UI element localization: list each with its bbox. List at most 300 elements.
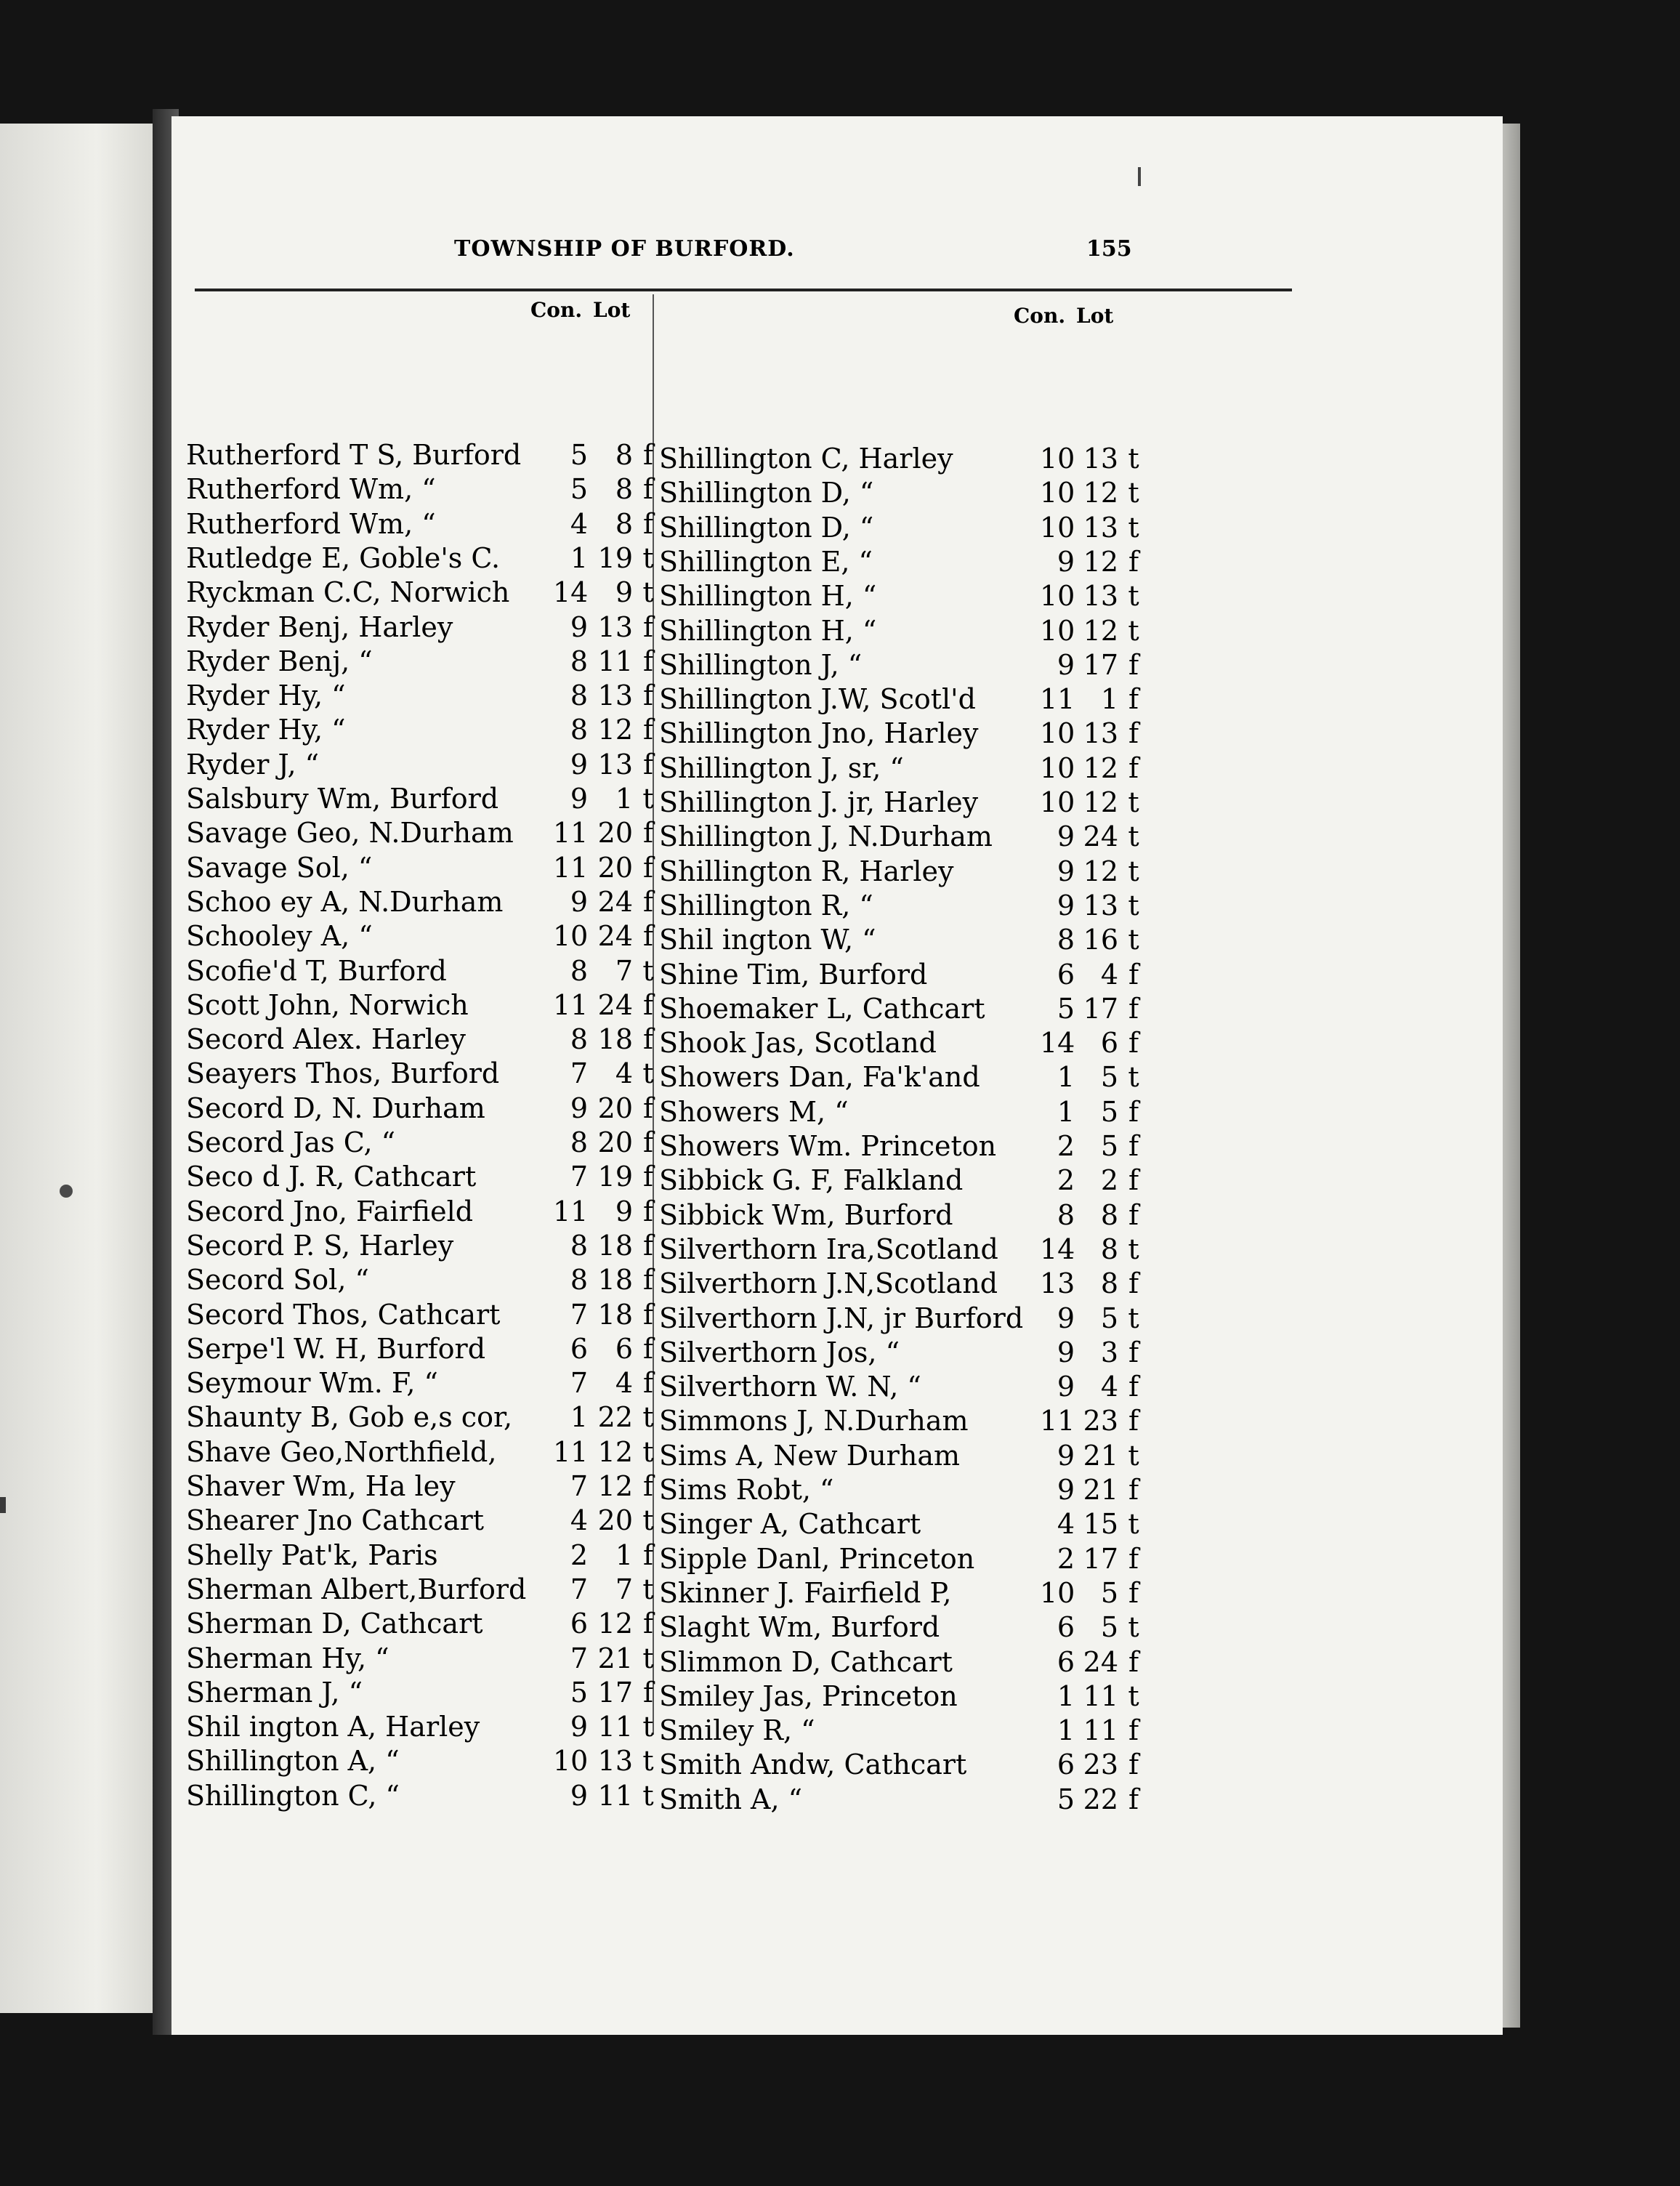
- entry-tenure: t: [1128, 1508, 1139, 1541]
- entry-lot: 6: [1100, 1027, 1118, 1060]
- entry-con: 9: [1057, 1439, 1075, 1472]
- entry-con: 8: [570, 1264, 588, 1296]
- entry-lot: 20: [597, 1126, 633, 1158]
- directory-entry: [186, 576, 663, 610]
- page-title: TOWNSHIP OF BURFORD.: [454, 236, 795, 262]
- entry-name: Rutledge E, Goble's C.: [186, 541, 501, 574]
- entry-con: 8: [570, 1126, 588, 1158]
- directory-entry: [659, 1507, 1149, 1541]
- entry-con: 10: [1040, 751, 1075, 784]
- directory-entry: [659, 1679, 1149, 1714]
- directory-entry: [186, 1400, 663, 1435]
- directory-entry: [659, 992, 1149, 1026]
- entry-tenure: t: [1128, 443, 1139, 475]
- entry-con: 10: [553, 1745, 589, 1778]
- entry-tenure: f: [1128, 1645, 1139, 1678]
- entry-tenure: f: [1128, 1576, 1139, 1609]
- entry-name: Showers Dan, Fa'k'and: [659, 1061, 980, 1094]
- entry-tenure: f: [1128, 958, 1139, 991]
- entry-name: Silverthorn J.N, jr Burford: [659, 1302, 1024, 1334]
- entry-con: 1: [1057, 1714, 1075, 1747]
- entry-con: 14: [1040, 1233, 1075, 1265]
- directory-entry: [659, 1129, 1149, 1163]
- entry-name: Shillington D, “: [659, 511, 874, 544]
- directory-entry: [186, 1469, 663, 1504]
- directory-entry: [659, 442, 1149, 476]
- directory-entry: [186, 1435, 663, 1469]
- entry-tenure: f: [1128, 1405, 1139, 1437]
- entry-con: 9: [570, 783, 588, 815]
- entry-name: Shillington A, “: [186, 1745, 400, 1778]
- entry-con: 2: [1057, 1130, 1075, 1162]
- entry-tenure: f: [642, 1126, 654, 1158]
- entry-tenure: f: [1128, 1164, 1139, 1197]
- directory-entry: [659, 1714, 1149, 1748]
- entry-lot: 24: [597, 885, 633, 918]
- directory-entry: [186, 1332, 663, 1366]
- entry-lot: 24: [1083, 820, 1118, 853]
- entry-lot: 9: [615, 1195, 633, 1227]
- directory-entry: [659, 1473, 1149, 1507]
- directory-entry: [659, 751, 1149, 786]
- entry-con: 5: [570, 473, 588, 506]
- entry-con: 11: [553, 1435, 589, 1468]
- entry-con: 6: [570, 1332, 588, 1365]
- entry-tenure: f: [642, 885, 654, 918]
- entry-lot: 12: [597, 1608, 633, 1640]
- entry-con: 9: [1057, 545, 1075, 578]
- directory-entry: [659, 545, 1149, 579]
- entry-lot: 23: [1083, 1749, 1118, 1781]
- entry-name: Scofie'd T, Burford: [186, 954, 447, 987]
- entry-name: Salsbury Wm, Burford: [186, 783, 499, 815]
- entry-name: Shillington D, “: [659, 477, 874, 509]
- header-rule: [195, 289, 1292, 291]
- entry-tenure: f: [1128, 1371, 1139, 1403]
- entry-name: Shillington Jno, Harley: [659, 717, 979, 750]
- entry-lot: 11: [597, 1711, 633, 1743]
- directory-entry: [659, 1542, 1149, 1576]
- margin-mark: [0, 1497, 6, 1513]
- entry-tenure: t: [642, 783, 654, 815]
- entry-name: Shillington H, “: [659, 614, 877, 647]
- entry-tenure: f: [642, 748, 654, 781]
- entry-lot: 18: [597, 1264, 633, 1296]
- entry-lot: 24: [597, 920, 633, 953]
- entry-lot: 13: [1083, 511, 1118, 544]
- entry-con: 9: [1057, 1371, 1075, 1403]
- entry-con: 9: [570, 1779, 588, 1812]
- entry-lot: 5: [1100, 1061, 1118, 1094]
- entry-name: Shillington H, “: [659, 580, 877, 613]
- entry-name: Secord Sol, “: [186, 1264, 369, 1296]
- entry-name: Shook Jas, Scotland: [659, 1027, 937, 1060]
- directory-entry: [186, 988, 663, 1023]
- entry-name: Shillington J.W, Scotl'd: [659, 683, 976, 716]
- directory-entry: [186, 1263, 663, 1297]
- directory-entry: [659, 1576, 1149, 1610]
- entry-con: 1: [1057, 1095, 1075, 1128]
- directory-entry: [659, 820, 1149, 854]
- entry-name: Silverthorn J.N,Scotland: [659, 1267, 998, 1300]
- ink-spot: [60, 1185, 73, 1198]
- entry-con: 7: [570, 1642, 588, 1674]
- entry-con: 8: [570, 1023, 588, 1056]
- entry-lot: 13: [597, 679, 633, 712]
- entry-name: Seymour Wm. F, “: [186, 1367, 438, 1400]
- entry-lot: 9: [615, 576, 633, 609]
- entry-name: Shearer Jno Cathcart: [186, 1504, 485, 1537]
- directory-entry: [186, 954, 663, 988]
- entry-lot: 18: [597, 1023, 633, 1056]
- entry-tenure: t: [1128, 1611, 1139, 1644]
- entry-tenure: t: [642, 1745, 654, 1778]
- entry-name: Shillington J. jr, Harley: [659, 786, 979, 818]
- entry-name: Shil ington A, Harley: [186, 1711, 480, 1743]
- directory-entry: [659, 682, 1149, 717]
- entry-lot: 21: [597, 1642, 633, 1674]
- directory-entry: [186, 1642, 663, 1676]
- entry-con: 8: [570, 679, 588, 712]
- entry-lot: 1: [615, 783, 633, 815]
- entry-con: 7: [570, 1367, 588, 1400]
- directory-entry: [186, 713, 663, 747]
- directory-entry: [186, 851, 663, 885]
- entry-tenure: f: [1128, 1474, 1139, 1506]
- entry-con: 6: [1057, 1611, 1075, 1644]
- entry-con: 9: [570, 748, 588, 781]
- entry-tenure: t: [642, 1642, 654, 1674]
- directory-entry: [659, 889, 1149, 923]
- entry-tenure: f: [1128, 1267, 1139, 1300]
- entry-name: Smiley R, “: [659, 1714, 815, 1747]
- entry-con: 8: [570, 954, 588, 987]
- entry-name: Silverthorn W. N, “: [659, 1371, 921, 1403]
- directory-entry: [186, 748, 663, 782]
- entry-tenure: f: [642, 645, 654, 677]
- entry-name: Shave Geo,Northfield,: [186, 1435, 497, 1468]
- entry-name: Sims Robt, “: [659, 1474, 834, 1506]
- entry-con: 9: [570, 885, 588, 918]
- entry-con: 1: [1057, 1679, 1075, 1712]
- directory-entry: [186, 1057, 663, 1091]
- entry-lot: 18: [597, 1298, 633, 1331]
- entry-con: 13: [1040, 1267, 1075, 1300]
- entry-tenure: f: [1128, 1336, 1139, 1368]
- entry-tenure: f: [642, 1229, 654, 1262]
- entry-con: 10: [1040, 1576, 1075, 1609]
- con-header: Con.: [1014, 304, 1066, 328]
- entry-con: 9: [1057, 648, 1075, 681]
- entry-lot: 1: [615, 1538, 633, 1571]
- directory-entry: [186, 1366, 663, 1400]
- entry-con: 9: [1057, 889, 1075, 921]
- entry-tenure: f: [642, 1264, 654, 1296]
- directory-entry: [186, 645, 663, 679]
- entry-tenure: f: [1128, 683, 1139, 716]
- entry-tenure: t: [642, 1504, 654, 1537]
- entry-tenure: t: [1128, 889, 1139, 921]
- entry-con: 9: [1057, 855, 1075, 887]
- entry-lot: 13: [1083, 889, 1118, 921]
- entry-con: 5: [1057, 1783, 1075, 1815]
- entry-con: 8: [570, 645, 588, 677]
- entry-con: 7: [570, 1161, 588, 1193]
- entry-lot: 13: [597, 610, 633, 643]
- entry-con: 5: [570, 439, 588, 471]
- entry-con: 2: [1057, 1164, 1075, 1197]
- directory-entry: [659, 511, 1149, 545]
- con-header: Con.: [530, 298, 583, 322]
- directory-entry: [659, 1026, 1149, 1060]
- entry-tenure: f: [1128, 717, 1139, 750]
- left-column-header: [530, 298, 630, 322]
- entry-tenure: f: [1128, 648, 1139, 681]
- entry-lot: 1: [1100, 683, 1118, 716]
- entry-con: 11: [553, 851, 589, 884]
- directory-entry: [659, 1439, 1149, 1473]
- lot-header: Lot: [1076, 304, 1114, 328]
- entry-name: Sims A, New Durham: [659, 1439, 961, 1472]
- entry-lot: 23: [1083, 1405, 1118, 1437]
- entry-tenure: f: [1128, 1542, 1139, 1575]
- entry-tenure: t: [1128, 855, 1139, 887]
- entry-lot: 11: [597, 1779, 633, 1812]
- entry-name: Showers M, “: [659, 1095, 849, 1128]
- directory-entry: [186, 1504, 663, 1538]
- entry-name: Shelly Pat'k, Paris: [186, 1538, 438, 1571]
- entry-lot: 12: [1083, 786, 1118, 818]
- entry-lot: 4: [615, 1367, 633, 1400]
- page-number: 155: [1086, 236, 1132, 262]
- entry-tenure: f: [642, 714, 654, 746]
- entry-con: 8: [1057, 924, 1075, 956]
- entry-lot: 17: [1083, 992, 1118, 1025]
- directory-entry: [659, 1198, 1149, 1233]
- entry-lot: 12: [597, 1470, 633, 1502]
- entry-con: 7: [570, 1298, 588, 1331]
- entry-con: 7: [570, 1057, 588, 1090]
- lot-header: Lot: [593, 298, 631, 322]
- directory-entry: [186, 1710, 663, 1744]
- entry-con: 8: [1057, 1198, 1075, 1231]
- entry-tenure: f: [642, 1092, 654, 1124]
- entry-lot: 8: [1100, 1267, 1118, 1300]
- entry-con: 11: [1040, 683, 1075, 716]
- entry-name: Silverthorn Ira,Scotland: [659, 1233, 998, 1265]
- directory-entry: [659, 1404, 1149, 1438]
- directory-entry: [659, 1610, 1149, 1645]
- entry-tenure: f: [642, 507, 654, 540]
- entry-tenure: t: [1128, 924, 1139, 956]
- entry-lot: 21: [1083, 1474, 1118, 1506]
- entry-lot: 20: [597, 1504, 633, 1537]
- entry-lot: 8: [615, 507, 633, 540]
- directory-entry: [186, 1538, 663, 1573]
- adjacent-page: [0, 124, 161, 2013]
- entry-name: Shillington C, Harley: [659, 443, 953, 475]
- entry-tenure: f: [1128, 1198, 1139, 1231]
- entry-lot: 8: [615, 473, 633, 506]
- entry-con: 10: [553, 920, 589, 953]
- directory-entry: [659, 1336, 1149, 1370]
- entry-name: Sherman Albert,Burford: [186, 1573, 527, 1605]
- entry-lot: 8: [615, 439, 633, 471]
- entry-lot: 24: [1083, 1645, 1118, 1678]
- directory-entry: [659, 1370, 1149, 1404]
- entry-con: 4: [570, 1504, 588, 1537]
- entry-name: Shillington R, Harley: [659, 855, 954, 887]
- entry-tenure: f: [1128, 1027, 1139, 1060]
- entry-name: Savage Geo, N.Durham: [186, 817, 514, 850]
- entry-lot: 18: [597, 1229, 633, 1262]
- entry-tenure: f: [642, 851, 654, 884]
- entry-con: 8: [570, 714, 588, 746]
- entry-tenure: t: [1128, 1302, 1139, 1334]
- entry-name: Slimmon D, Cathcart: [659, 1645, 953, 1678]
- entry-lot: 22: [597, 1401, 633, 1434]
- entry-name: Schooley A, “: [186, 920, 373, 953]
- entry-con: 9: [570, 610, 588, 643]
- entry-name: Smith A, “: [659, 1783, 803, 1815]
- entry-con: 11: [553, 1195, 589, 1227]
- entry-lot: 19: [597, 541, 633, 574]
- entry-name: Secord P. S, Harley: [186, 1229, 454, 1262]
- entry-tenure: t: [1128, 1233, 1139, 1265]
- entry-tenure: t: [642, 1401, 654, 1434]
- entry-lot: 20: [597, 1092, 633, 1124]
- directory-entry: [186, 1298, 663, 1332]
- entry-name: Shil ington W, “: [659, 924, 876, 956]
- right-column-header: [1014, 304, 1113, 328]
- directory-entry: [186, 1092, 663, 1126]
- entry-con: 14: [553, 576, 589, 609]
- page-mark: [1138, 167, 1141, 186]
- directory-entry: [659, 1060, 1149, 1094]
- entry-con: 10: [1040, 477, 1075, 509]
- entry-tenure: f: [642, 817, 654, 850]
- entry-name: Ryder Benj, “: [186, 645, 373, 677]
- directory-entry: [659, 648, 1149, 682]
- entry-con: 11: [553, 988, 589, 1021]
- entry-lot: 24: [597, 988, 633, 1021]
- entry-name: Smiley Jas, Princeton: [659, 1679, 958, 1712]
- entry-con: 8: [570, 1229, 588, 1262]
- entry-name: Rutherford Wm, “: [186, 473, 436, 506]
- entry-lot: 12: [597, 714, 633, 746]
- entry-lot: 20: [597, 817, 633, 850]
- entry-lot: 5: [1100, 1302, 1118, 1334]
- entry-tenure: t: [1128, 511, 1139, 544]
- directory-entry: [659, 1302, 1149, 1336]
- entry-tenure: f: [642, 1538, 654, 1571]
- entry-tenure: t: [642, 1573, 654, 1605]
- entry-lot: 5: [1100, 1095, 1118, 1128]
- entry-name: Singer A, Cathcart: [659, 1508, 921, 1541]
- entry-tenure: f: [1128, 1749, 1139, 1781]
- entry-tenure: t: [642, 576, 654, 609]
- entry-con: 1: [570, 541, 588, 574]
- directory-entry: [659, 786, 1149, 820]
- entry-con: 10: [1040, 786, 1075, 818]
- entry-name: Ryder Benj, Harley: [186, 610, 453, 643]
- entry-tenure: f: [1128, 1714, 1139, 1747]
- directory-entry: [659, 923, 1149, 957]
- entry-tenure: f: [642, 1332, 654, 1365]
- entry-lot: 13: [1083, 717, 1118, 750]
- entry-tenure: f: [1128, 751, 1139, 784]
- directory-entry: [659, 1163, 1149, 1198]
- entry-lot: 12: [1083, 855, 1118, 887]
- entry-tenure: t: [1128, 1061, 1139, 1094]
- entry-tenure: t: [642, 1779, 654, 1812]
- entry-lot: 11: [1083, 1679, 1118, 1712]
- entry-tenure: t: [1128, 580, 1139, 613]
- entry-name: Shillington R, “: [659, 889, 873, 921]
- entry-tenure: t: [1128, 1439, 1139, 1472]
- entry-name: Seco d J. R, Cathcart: [186, 1161, 477, 1193]
- directory-entry: [659, 614, 1149, 648]
- entry-name: Skinner J. Fairfield P,: [659, 1576, 952, 1609]
- entry-con: 7: [570, 1470, 588, 1502]
- entry-tenure: t: [642, 954, 654, 987]
- entry-name: Secord Jno, Fairfield: [186, 1195, 474, 1227]
- entry-lot: 19: [597, 1161, 633, 1193]
- entry-tenure: t: [1128, 614, 1139, 647]
- entry-tenure: f: [642, 988, 654, 1021]
- entry-lot: 7: [615, 1573, 633, 1605]
- entry-name: Ryder J, “: [186, 748, 320, 781]
- entry-lot: 12: [1083, 477, 1118, 509]
- directory-entry: [186, 507, 663, 541]
- entry-lot: 7: [615, 954, 633, 987]
- entry-lot: 12: [1083, 751, 1118, 784]
- entry-con: 11: [1040, 1405, 1075, 1437]
- directory-entry: [186, 472, 663, 507]
- entry-lot: 13: [597, 1745, 633, 1778]
- entry-lot: 6: [615, 1332, 633, 1365]
- entry-name: Sibbick Wm, Burford: [659, 1198, 953, 1231]
- entry-tenure: f: [642, 1470, 654, 1502]
- entry-con: 9: [570, 1711, 588, 1743]
- entry-tenure: f: [642, 1676, 654, 1709]
- directory-entry: [659, 958, 1149, 992]
- entry-lot: 5: [1100, 1576, 1118, 1609]
- entry-tenure: f: [642, 473, 654, 506]
- entry-con: 4: [570, 507, 588, 540]
- entry-con: 10: [1040, 580, 1075, 613]
- directory-entry: [186, 679, 663, 713]
- entry-lot: 17: [1083, 1542, 1118, 1575]
- entry-tenure: f: [1128, 1783, 1139, 1815]
- entry-name: Shillington E, “: [659, 545, 873, 578]
- directory-entry: [186, 1126, 663, 1160]
- entry-tenure: f: [1128, 545, 1139, 578]
- directory-entry: [659, 1748, 1149, 1782]
- directory-entry: [659, 476, 1149, 510]
- entry-tenure: t: [1128, 820, 1139, 853]
- directory-entry: [186, 1607, 663, 1641]
- entry-lot: 11: [597, 645, 633, 677]
- entry-name: Sipple Danl, Princeton: [659, 1542, 975, 1575]
- entry-con: 9: [570, 1092, 588, 1124]
- entry-lot: 21: [1083, 1439, 1118, 1472]
- entry-name: Shaver Wm, Ha ley: [186, 1470, 456, 1502]
- entry-name: Schoo ey A, N.Durham: [186, 885, 504, 918]
- entry-lot: 4: [1100, 958, 1118, 991]
- directory-entry: [186, 885, 663, 919]
- entry-con: 10: [1040, 443, 1075, 475]
